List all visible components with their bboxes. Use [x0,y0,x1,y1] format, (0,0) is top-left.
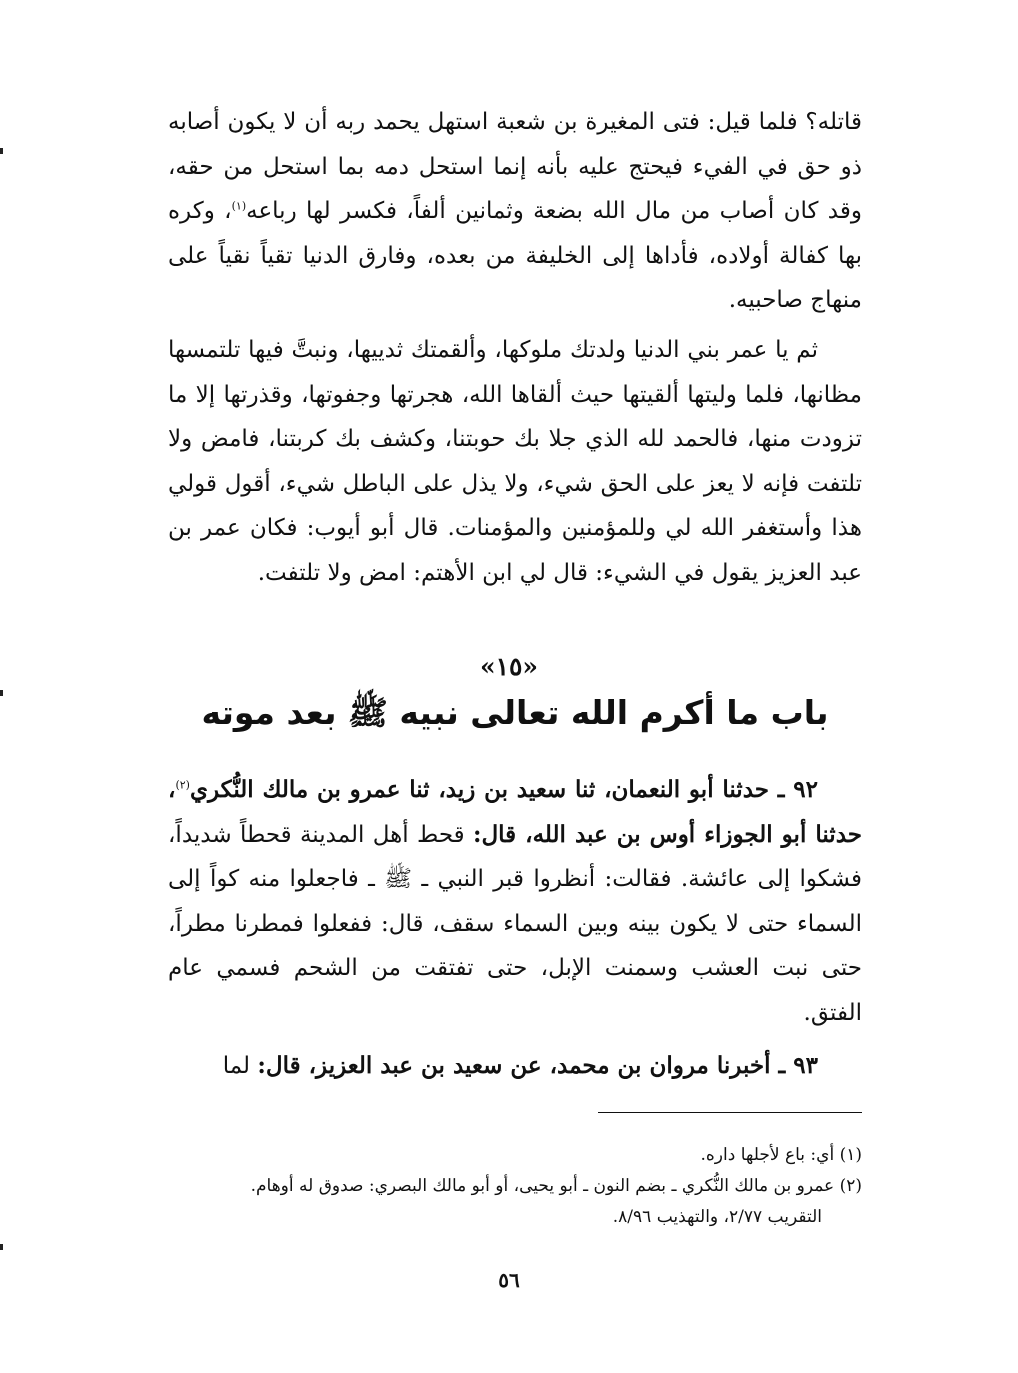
paragraph-text: ، وكره بها كفالة أولاده، فأداها إلى الخليفة من بعده، وفارق الدنيا تقياً نقياً على منهاج صاحبيه. [168,198,862,313]
hadith-chain: ، حدثنا أبو الجوزاء أوس بن عبد الله، قال: [168,776,862,848]
footnotes [168,1140,862,1233]
hadith-paragraph [168,1044,862,1089]
chapter-number: «١٥» [479,652,539,681]
footnote-text: أي: باع لأجلها داره. [700,1145,835,1165]
paragraph-text: ثم يا عمر بني الدنيا ولدتك ملوكها، وألقمتك ثدييها، ونبتَّ فيها تلتمسها مظانها، فلما وليتها ألقيتها حيث ألقاها الله، هجرتها وجفوتها، وقذرتها إلا ما تزودت منها، فالحمد لله الذي جلا بك حوبتنا، وكشف بك كربتنا، فامض ولا تلتفت فإنه لا يعز على الحق شيء، ولا يذل على الباطل شيء، أقول قولي هذا وأستغفر الله لي وللمؤمنين والمؤمنات. قال أبو أيوب: فكان عمر بن عبد العزيز يقول في الشيء: قال لي ابن الأهتم: امض ولا تلتفت. [168,337,862,586]
footnote-ref-2: (٢) [175,778,190,792]
footnote-text: عمرو بن مالك النُّكري ـ بضم النون ـ أبو يحيى، أو أبو مالك البصري: صدوق له أوهام. [250,1176,835,1196]
chapter-title: باب ما أكرم الله تعالى نبيه ﷺ بعد موته [201,693,829,732]
footnote-1 [168,1140,862,1171]
footnote-ref-1: (١) [231,199,247,213]
footnote-marker: (٢) [839,1176,862,1196]
hadith-text: قحط أهل المدينة قحطاً شديداً، فشكوا إلى عائشة. فقالت: أنظروا قبر النبي ـ ﷺ ـ فاجعلوا منه كواً إلى السماء حتى لا يكون بينه وبين السماء سقف، قال: ففعلوا فمطرنا مطراً، حتى نبت العشب وسمنت الإبل، حتى تفتقت من الشحم فسمي عام الفتق. [168,821,862,1026]
hadith-text: لما [222,1053,258,1079]
footnote-2 [168,1171,862,1202]
hadith-chain: ٩٣ ـ أخبرنا مروان بن محمد، عن سعيد بن عبد العزيز، قال: [257,1052,818,1079]
paragraph-continuation [168,100,862,323]
page-number: ٥٦ [498,1268,520,1292]
hadith-chain: ٩٢ ـ حدثنا أبو النعمان، ثنا سعيد بن زيد، ثنا عمرو بن مالك النُّكري [189,776,818,803]
scan-mark [0,148,3,154]
footnote-continuation: التقريب ٢/٧٧، والتهذيب ٨/٩٦. [612,1207,822,1227]
hadith-93 [168,1044,862,1089]
top-paragraph [168,100,862,323]
hadith-92 [168,768,862,1035]
scan-mark [0,1244,3,1250]
paragraph-text: قاتله؟ فلما قيل: فتى المغيرة بن شعبة استهل يحمد ربه أن لا يكون أصابه ذو حق في الفيء فيحتج عليه بأنه إنما استحل دمه بما استحل من حقه، وقد كان أصاب من مال الله بضعة وثمانين ألفاً، فكسر لها رباعه [168,109,862,224]
footnote-marker: (١) [839,1145,862,1165]
footnote-separator [598,1112,862,1113]
second-paragraph [168,328,862,595]
hadith-paragraph [168,768,862,1035]
scan-mark [0,690,3,696]
